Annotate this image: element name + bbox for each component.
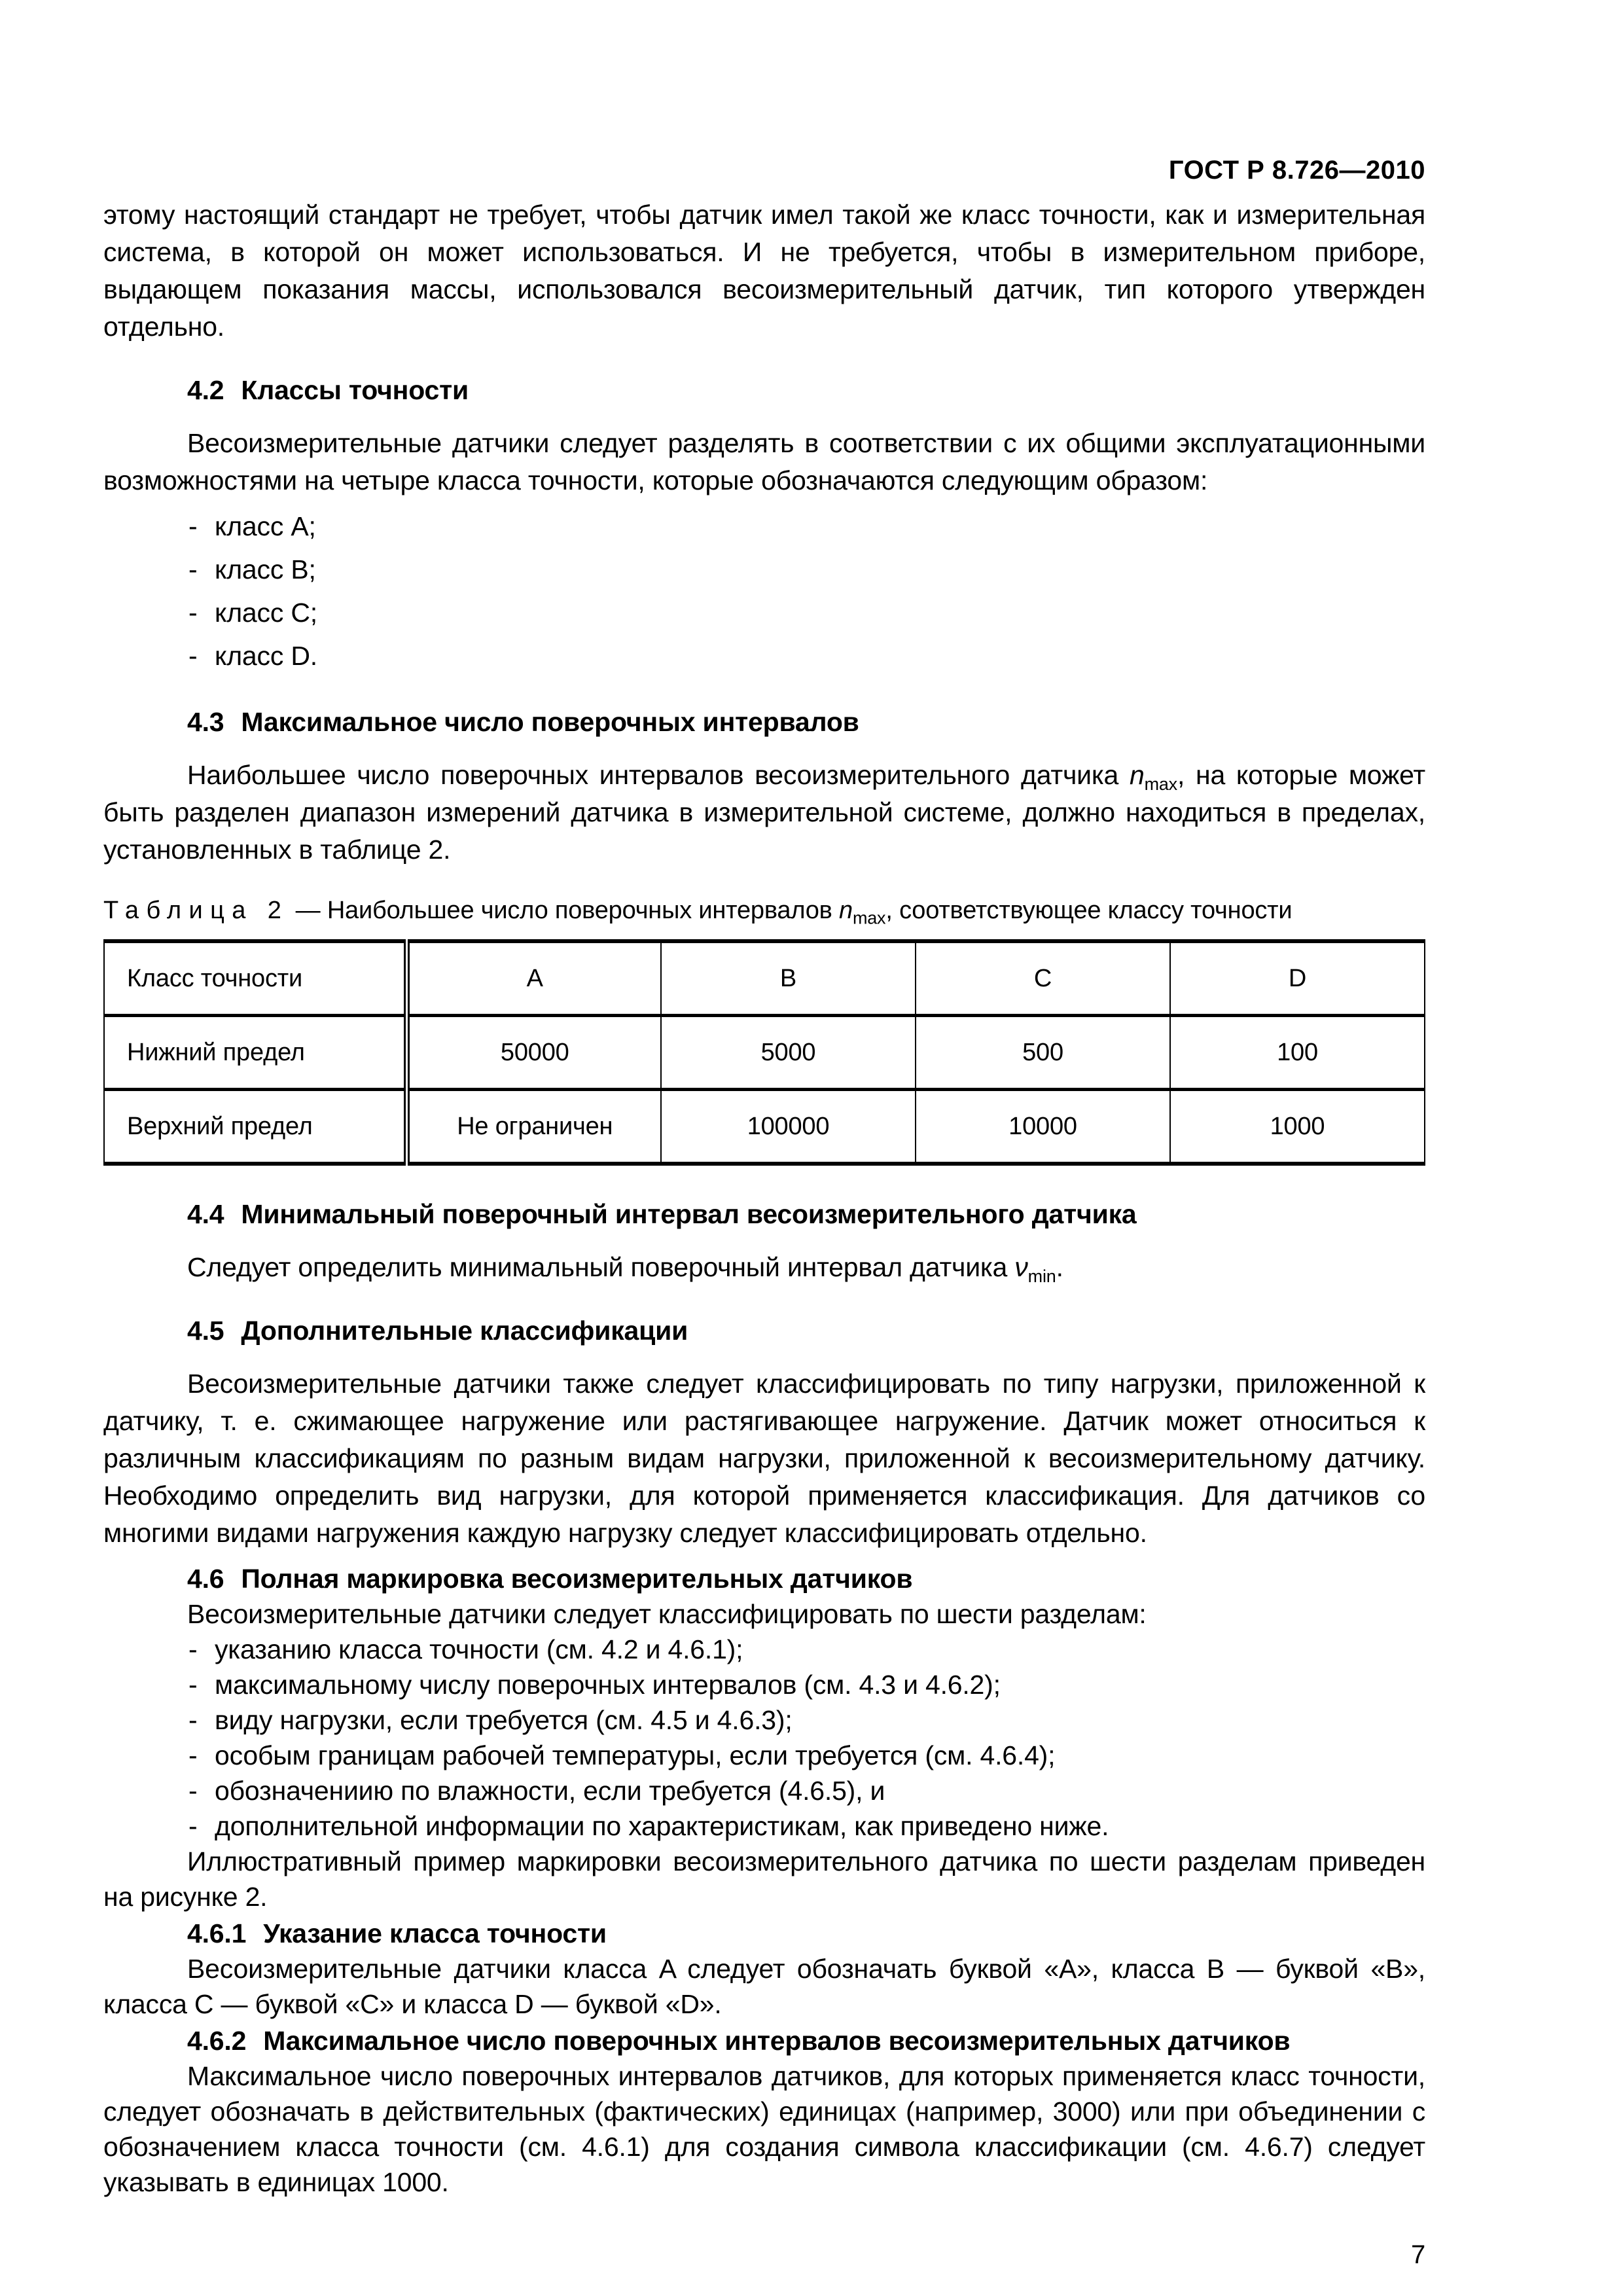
section-4-5-heading bbox=[103, 1312, 1425, 1350]
table-cell: 100000 bbox=[661, 1090, 916, 1164]
paragraph-text: Наибольшее число поверочных интервалов весоизмерительного датчика bbox=[187, 760, 1130, 790]
dash-bullet-icon: - bbox=[188, 598, 198, 628]
list-item bbox=[103, 548, 1425, 591]
table-header-cell: C bbox=[916, 941, 1170, 1016]
paragraph-text: , на которые может быть разделен диапазон измерений датчика в измерительной системе, должно находиться в пределах, установленных в таблице 2. bbox=[103, 760, 1425, 865]
section-title: Указание класса точности bbox=[263, 1918, 607, 1948]
list-item-text: особым границам рабочей температуры, если требуется (см. 4.6.4); bbox=[215, 1740, 1056, 1770]
document-code-header: ГОСТ Р 8.726—2010 bbox=[1168, 156, 1425, 185]
variable-subscript: min bbox=[1027, 1266, 1056, 1287]
section-number: 4.2 bbox=[187, 375, 224, 405]
list-item-text: класс B; bbox=[215, 554, 316, 584]
table-header-cell: A bbox=[406, 941, 661, 1016]
list-item-text: максимальному числу поверочных интервалов (см. 4.3 и 4.6.2); bbox=[215, 1670, 1001, 1700]
section-number: 4.4 bbox=[187, 1199, 224, 1229]
variable-v-min bbox=[1014, 1252, 1056, 1287]
variable-n-max bbox=[1129, 760, 1177, 795]
section-4-2-heading bbox=[103, 372, 1425, 409]
section-title: Классы точности bbox=[241, 375, 469, 405]
section-4-5-paragraph: Весоизмерительные датчики также следует классифицировать по типу нагрузки, приложенной к датчику, т. е. сжимающее нагружение или растягивающее нагружение. Датчик может относиться к различным классификациям по разным видам нагрузки, приложенной к весоизмерительному датчику. Необходимо определить вид нагрузки, для которой применяется классификация. Для датчиков со многими видами нагружения каждую нагрузку следует классифицировать отдельно. bbox=[103, 1369, 1425, 1548]
list-item bbox=[103, 1773, 1425, 1808]
section-4-6-heading bbox=[103, 1561, 1425, 1596]
table-row bbox=[104, 1016, 1425, 1090]
variable-symbol: n bbox=[839, 897, 853, 924]
section-title: Полная маркировка весоизмерительных датчиков bbox=[241, 1564, 913, 1594]
list-item bbox=[103, 1808, 1425, 1844]
list-item-text: класс D. bbox=[215, 641, 317, 671]
table-caption bbox=[103, 895, 1425, 926]
page-content bbox=[103, 196, 1425, 2274]
table-row-label: Нижний предел bbox=[104, 1016, 406, 1090]
variable-subscript: max bbox=[852, 908, 886, 928]
classification-table bbox=[103, 939, 1425, 1166]
table-cell: 5000 bbox=[661, 1016, 916, 1090]
section-4-6-1-heading bbox=[103, 1916, 1425, 1951]
section-number: 4.5 bbox=[187, 1316, 224, 1346]
section-number: 4.6 bbox=[187, 1564, 224, 1594]
section-number: 4.3 bbox=[187, 707, 224, 737]
table-caption-text: Наибольшее число поверочных интервалов bbox=[327, 897, 839, 924]
table-cell: 1000 bbox=[1170, 1090, 1425, 1164]
dash-bullet-icon: - bbox=[188, 554, 198, 584]
section-4-6-paragraph-2: Иллюстративный пример маркировки весоизмерительного датчика по шести разделам приведен на рисунке 2. bbox=[103, 1846, 1425, 1912]
section-title: Минимальный поверочный интервал весоизмерительного датчика bbox=[241, 1199, 1137, 1229]
list-item bbox=[103, 1667, 1425, 1702]
list-item bbox=[103, 634, 1425, 677]
variable-n-max bbox=[839, 897, 886, 928]
list-item bbox=[103, 591, 1425, 634]
dash-bullet-icon: - bbox=[188, 1811, 198, 1841]
section-4-4-paragraph bbox=[103, 1249, 1425, 1286]
page-number: 7 bbox=[1410, 2240, 1425, 2269]
list-item bbox=[103, 1632, 1425, 1667]
table-caption-label: Таблица 2 bbox=[103, 897, 289, 924]
table-cell: Не ограничен bbox=[406, 1090, 661, 1164]
dash-bullet-icon: - bbox=[188, 641, 198, 671]
section-title: Дополнительные классификации bbox=[241, 1316, 688, 1346]
dash-bullet-icon: - bbox=[188, 1670, 198, 1700]
section-number: 4.6.2 bbox=[187, 2026, 247, 2056]
table-header-cell: Класс точности bbox=[104, 941, 406, 1016]
section-4-6-block bbox=[103, 1561, 1425, 2200]
section-4-3-heading bbox=[103, 704, 1425, 741]
intro-paragraph: этому настоящий стандарт не требует, чтобы датчик имел такой же класс точности, как и измерительная система, в которой он может использоваться. И не требуется, чтобы в измерительном приборе, выдающем показания массы, использовался весоизмерительный датчик, тип которого утвержден отдельно. bbox=[103, 200, 1425, 342]
section-title: Максимальное число поверочных интервалов весоизмерительных датчиков bbox=[263, 2026, 1291, 2056]
section-4-4-heading bbox=[103, 1196, 1425, 1233]
list-item-text: виду нагрузки, если требуется (см. 4.5 и 4.6.3); bbox=[215, 1705, 793, 1735]
dash-bullet-icon: - bbox=[188, 1740, 198, 1770]
list-item-text: обозначениию по влажности, если требуется (4.6.5), и bbox=[215, 1776, 885, 1806]
list-item-text: указанию класса точности (см. 4.2 и 4.6.1); bbox=[215, 1634, 743, 1664]
section-4-6-1-paragraph: Весоизмерительные датчики класса A следует обозначать буквой «A», класса B — буквой «B», класса C — буквой «C» и класса D — буквой «D». bbox=[103, 1954, 1425, 2019]
marking-sections-list bbox=[103, 1632, 1425, 1844]
table-cell: 50000 bbox=[406, 1016, 661, 1090]
section-4-6-2-paragraph: Максимальное число поверочных интервалов датчиков, для которых применяется класс точности, следует обозначать в действительных (фактических) единицах (например, 3000) или при объединении с обозначением класса точности (см. 4.6.1) для создания символа классификации (см. 4.6.7) следует указывать в единицах 1000. bbox=[103, 2061, 1425, 2197]
paragraph-text: Следует определить минимальный поверочный интервал датчика bbox=[187, 1252, 1015, 1282]
variable-symbol: n bbox=[1129, 760, 1145, 790]
table-cell: 10000 bbox=[916, 1090, 1170, 1164]
list-item bbox=[103, 1702, 1425, 1738]
table-header-row bbox=[104, 941, 1425, 1016]
list-item bbox=[103, 1738, 1425, 1773]
list-item-text: класс C; bbox=[215, 598, 317, 628]
list-item-text: класс A; bbox=[215, 511, 316, 541]
variable-subscript: max bbox=[1144, 774, 1177, 795]
table-header-cell: B bbox=[661, 941, 916, 1016]
dash-bullet-icon: - bbox=[188, 1634, 198, 1664]
dash-bullet-icon: - bbox=[188, 1776, 198, 1806]
paragraph-text: . bbox=[1056, 1252, 1063, 1282]
table-cell: 500 bbox=[916, 1016, 1170, 1090]
table-row-label: Верхний предел bbox=[104, 1090, 406, 1164]
table-header-cell: D bbox=[1170, 941, 1425, 1016]
section-title: Максимальное число поверочных интервалов bbox=[241, 707, 859, 737]
accuracy-class-list bbox=[103, 505, 1425, 677]
list-item bbox=[103, 505, 1425, 548]
list-item-text: дополнительной информации по характеристикам, как приведено ниже. bbox=[215, 1811, 1109, 1841]
section-4-6-paragraph: Весоизмерительные датчики следует классифицировать по шести разделам: bbox=[187, 1599, 1147, 1629]
dash-bullet-icon: - bbox=[188, 1705, 198, 1735]
table-caption-text: , соответствующее классу точности bbox=[885, 897, 1293, 924]
dash-bullet-icon: - bbox=[188, 511, 198, 541]
section-number: 4.6.1 bbox=[187, 1918, 247, 1948]
table-row bbox=[104, 1090, 1425, 1164]
section-4-2-paragraph: Весоизмерительные датчики следует разделять в соответствии с их общими эксплуатационными возможностями на четыре класса точности, которые обозначаются следующим образом: bbox=[103, 428, 1425, 495]
table-caption-dash: — bbox=[289, 897, 327, 924]
table-cell: 100 bbox=[1170, 1016, 1425, 1090]
section-4-3-paragraph bbox=[103, 757, 1425, 869]
section-4-6-2-heading bbox=[103, 2023, 1425, 2058]
variable-symbol: ν bbox=[1014, 1252, 1028, 1282]
